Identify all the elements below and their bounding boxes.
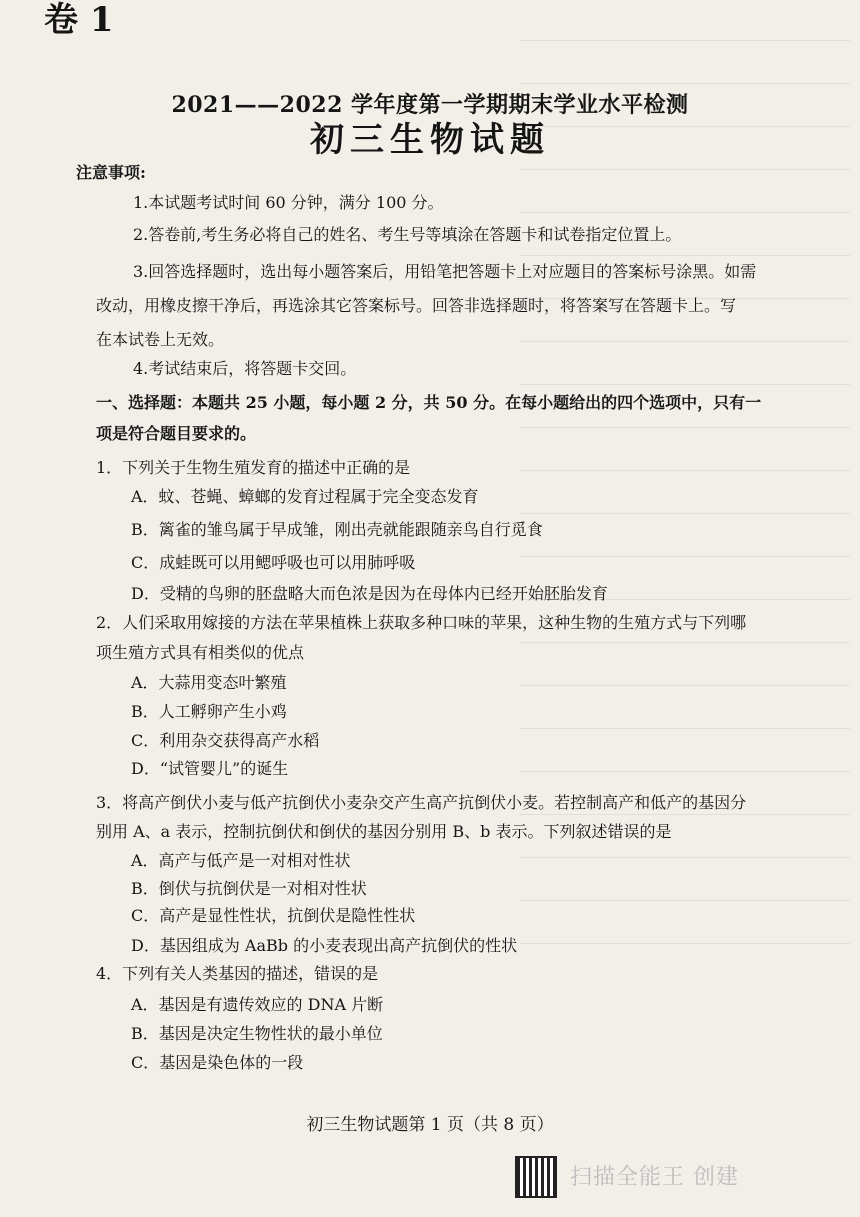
question-3-stem: 3．将高产倒伏小麦与低产抗倒伏小麦杂交产生高产抗倒伏小麦。若控制高产和低产的基因分 (96, 793, 747, 812)
note-1: 1.本试题考试时间 60 分钟，满分 100 分。 (133, 193, 444, 212)
bleed-through-text (520, 40, 850, 1040)
question-2-option-c: C．利用杂交获得高产水稻 (131, 731, 320, 750)
question-2-option-d: D．“试管婴儿”的诞生 (131, 759, 289, 778)
question-3-option-d: D．基因组成为 AaBb 的小麦表现出高产抗倒伏的性状 (131, 936, 518, 955)
question-1-option-c: C．成蛙既可以用鳃呼吸也可以用肺呼吸 (131, 553, 416, 572)
question-2-option-b: B．人工孵卵产生小鸡 (131, 702, 287, 721)
notes-heading: 注意事项: (76, 163, 146, 182)
question-4-option-c: C．基因是染色体的一段 (131, 1053, 304, 1072)
note-3-cont: 改动，用橡皮擦干净后，再选涂其它答案标号。回答非选择题时，将答案写在答题卡上。写 (96, 296, 737, 315)
scanner-watermark: 扫描全能王 创建 (570, 1165, 739, 1190)
page-footer: 初三生物试题第 1 页（共 8 页） (306, 1115, 554, 1135)
question-4-option-b: B．基因是决定生物性状的最小单位 (131, 1024, 383, 1043)
question-1-option-b: B．篱雀的雏鸟属于早成雏，刚出壳就能跟随亲鸟自行觅食 (131, 520, 543, 539)
question-1-stem: 1．下列关于生物生殖发育的描述中正确的是 (96, 458, 411, 477)
note-2: 2.答卷前,考生务必将自己的姓名、考生号等填涂在答题卡和试卷指定位置上。 (133, 225, 682, 244)
question-3-option-a: A．高产与低产是一对相对性状 (131, 851, 351, 870)
exam-header: 2021——2022 学年度第一学期期末学业水平检测 (171, 92, 689, 118)
question-4-stem: 4．下列有关人类基因的描述，错误的是 (96, 964, 379, 983)
section-heading: 一、选择题：本题共 25 小题，每小题 2 分，共 50 分。在每小题给出的四个选项中，只有一 (96, 393, 762, 412)
note-3-end: 在本试卷上无效。 (96, 330, 225, 349)
qr-code-icon (515, 1156, 557, 1198)
subject-title: 初三生物试题 (310, 120, 550, 160)
question-1-option-d: D．受精的鸟卵的胚盘略大而色浓是因为在母体内已经开始胚胎发育 (131, 584, 608, 603)
question-1-option-a: A．蚊、苍蝇、蟑螂的发育过程属于完全变态发育 (131, 487, 479, 506)
question-2-stem: 2．人们采取用嫁接的方法在苹果植株上获取多种口味的苹果，这种生物的生殖方式与下列哪 (96, 613, 747, 632)
question-4-option-a: A．基因是有遗传效应的 DNA 片断 (131, 995, 384, 1014)
question-2-option-a: A．大蒜用变态叶繁殖 (131, 673, 287, 692)
note-3: 3.回答选择题时，选出每小题答案后，用铅笔把答题卡上对应题目的答案标号涂黑。如需 (133, 262, 757, 281)
question-3-stem-cont: 别用 A、a 表示，控制抗倒伏和倒伏的基因分别用 B、b 表示。下列叙述错误的是 (96, 822, 672, 841)
question-3-option-c: C．高产是显性性状，抗倒伏是隐性性状 (131, 906, 416, 925)
volume-mark: 卷 1 (44, 0, 114, 40)
section-heading-cont: 项是符合题目要求的。 (96, 424, 257, 443)
note-4: 4.考试结束后，将答题卡交回。 (133, 359, 357, 378)
question-3-option-b: B．倒伏与抗倒伏是一对相对性状 (131, 879, 367, 898)
question-2-stem-cont: 项生殖方式具有相类似的优点 (96, 643, 305, 662)
